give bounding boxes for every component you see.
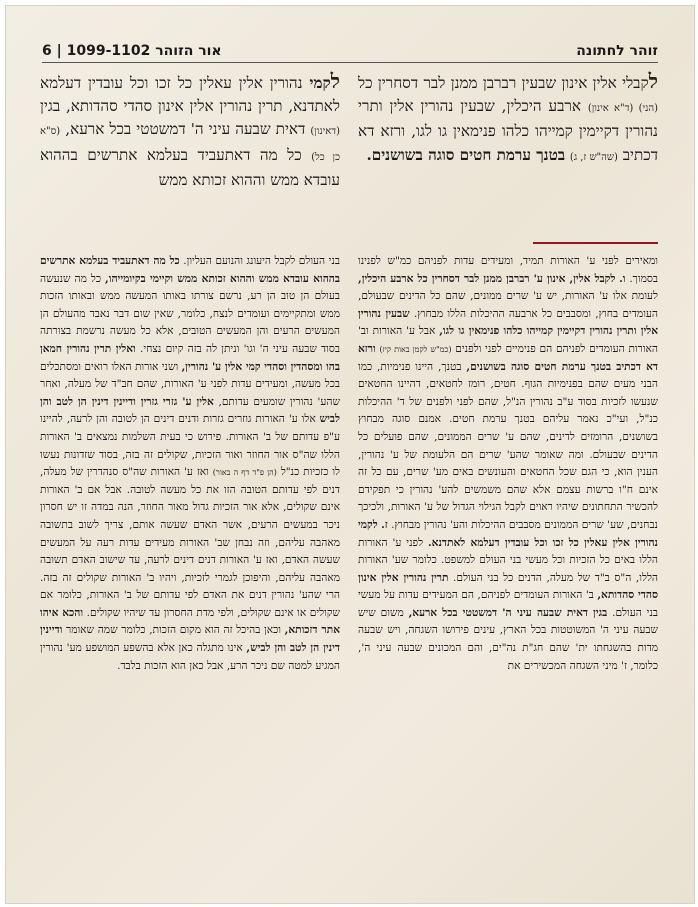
commentary-quote: אלין ע' גזרי גזרין ודיינין דינין הן לטב והן לביש: [40, 395, 340, 426]
commentary-text: אינו מתגלה כאן אלא בהשפע המושפע מע' נהורין המגיע למטה שם ניכר הרע, אבל כאן הוא הזכות בלבד.: [40, 642, 340, 672]
paragraph-number: ז.: [381, 518, 388, 531]
variant-note: (ס"א כן כל): [40, 126, 340, 163]
commentary-text: ומאירים לפני ע' האורות תמיד, ומעידים עדות לפניהם כמ"ש לפנינו בסמוך.: [358, 255, 658, 285]
commentary-text: ואז ע' האורות שה"ס סנהדרין של מעלה, דנים לפי עדותם הטובה הזו את כל מעשה לטובה. אבל אם ב' האורות אינם שקולים, אלא אור הזכיות גדול מאור החוזר, הנה במדה זו יש חסרון ניכר במעשים הרעים, אשר האדם שעשה אותם, צריך לשוב בתשובה מאהבה עליהם, וזה נבחן שב' האורות מעידים עדות רעה על המעשים שעשה האדם, ואז ע' האורות דנים דינים לרעה, עד שישוב האדם תשובה מאהבה עליהם, והיפוכן לגמרי לזכיות, ויהיו ב' האורות שקולים זה בזה. הרי שהע' נהורין דנים את האדם לפי עדותם של ב' האורות, כלומר אם שקולים או אינם שקולים, ולפי מדת החסרון עד שיהיו שקולים.: [40, 466, 340, 619]
zohar-text-2: ארבע היכלין, שבעין נהורין אלין ותרי נהורין דקיימין קמייהו כלהו פנימאין גו לגו, ורזא דא דכתיב: [358, 97, 658, 164]
zohar-text-1: נהורין אלין עאלין כל זכו וכל עובדין דעלמא לאתדנא, תרין נהורין אלין אינון סהדי סהדותא, בגין: [40, 74, 340, 116]
zohar-text-3: כל מה דאתעביד בעלמא אתרשים בההוא עובדא ממש וההוא זכותא ממש: [40, 145, 340, 189]
commentary-quote: ואלין תרין נהורין חמאן בהו ומסהדין וסהדי קמי אלין ע' נהורין,: [40, 342, 340, 373]
cross-reference: (כמ"ש לקמן באות קיז): [379, 344, 452, 354]
zohar-text-columns: [40, 70, 658, 220]
zohar-text-3: בטנך ערמת חטים סוגה בשושנים.: [366, 145, 566, 164]
commentary-text: לעומת אלו ע' האורות, יש ע' שרים ממונים, שהם כל הדינים שבעולם, העומדים בחוץ, ומסבבים כל ארבעה ההיכלות הללו מבחוץ.: [358, 290, 658, 320]
zohar-text-1: קבלי אלין אינון שבעין רברבן ממנן לבר דסחרין כל: [358, 74, 649, 92]
paragraph-number: ו.: [619, 272, 626, 285]
commentary-quote: בגין דאית שבעה עיני ה' דמשטטי בכל ארעא,: [408, 606, 608, 619]
header-book-title: זוהר לחתונה: [576, 43, 658, 59]
commentary-column-left: [40, 253, 340, 883]
commentary-quote: תרין נהורין אלין אינון סהדי סהדותא,: [358, 571, 658, 602]
verse-reference: (שה"ש ז, ג): [569, 151, 618, 163]
cross-reference: (הן פ"ד דף ה באור): [212, 468, 277, 478]
zohar-column-right: [358, 70, 658, 220]
zohar-column-left: [40, 70, 340, 220]
page-header: [42, 36, 658, 63]
commentary-quote: ורזא דא דכתיב בטנך ערמת חטים סוגה בשושנים,: [358, 342, 658, 373]
document-page: [5, 5, 695, 904]
commentary-quote: והכא איהו אתר דזכותא,: [40, 606, 340, 637]
commentary-text: אבל ע' האורות וב' האורות העומדים לפניהם הם פנימיים לפני ולפנים: [358, 325, 658, 355]
commentary-text: משום שיש שבעה עיני ה' המשוטטות בכל הארץ, עינים פירושו השגחה, ויש שבעה מדות בהשגחתו ית' שהם חג"ת נה"ים, והם המכונים שבעה עיני ה', כלומר, ז' מיני השגחה המכשירים את: [358, 606, 658, 672]
commentary-text: בני העולם לקבל היעונג והנועם העליון.: [183, 255, 340, 267]
commentary-quote: ודיינין דינין הן לטב והן לביש,: [40, 624, 340, 655]
commentary-text: ושני אורות האלו רואים ומסתכלים בכל מעשה, ומעידים עדות לפני ע' האורות, שהם חב"ד של מעלה, ואחר שהע' נהורין שומעים עדותם,: [40, 360, 340, 408]
zohar-text-2: דאית שבעה עיני ה' דמשטטי בכל ארעא,: [65, 120, 306, 139]
section-divider: [533, 242, 658, 244]
commentary-text: וכאן בהיכל זה הוא מקום הזכות, כלומר שמה שאומר: [65, 624, 281, 637]
commentary-text: אלו ע' האורות גוזרים גזרות ודנים דינים הן לטובה והן לרעה, להיינו ע"פ עדותם של ב' האורות. פירוש כי בעית השלמות נמצאים ב' האורות הללו שה"ס אור החוזר ואור הזכיות, שקולים זה בזה, בסוד שזדונות נעשו לו כזכיות כנ"ל: [40, 413, 340, 479]
lead-word: קמי: [309, 74, 331, 92]
commentary-text: ב' האורות העומדים לפניהם, הם המעידים עדות על מעשי בני העולם.: [358, 589, 658, 619]
commentary-columns: [40, 253, 658, 883]
variant-note: (הני) (ד"א אינון): [587, 103, 658, 115]
commentary-quote: לקמי נהורין אלין עאלין כל זכו וכל עובדין דעלמא לאתדנא.: [358, 518, 658, 549]
commentary-quote: שבעין נהורין אלין ותרין נהורין דקיימין קמייהו כלהו פנימאין גו לגו,: [358, 307, 658, 338]
commentary-quote: כל מה דאתעביד בעלמא אתרשים בההוא עובדא ממש וההוא זכותא ממש וקיימי בקיומייהו,: [40, 255, 340, 285]
drop-letter: ל: [330, 69, 341, 93]
variant-note: (דאינון): [310, 126, 340, 138]
commentary-column-right: [358, 253, 658, 883]
drop-letter: ל: [648, 69, 658, 93]
commentary-quote: לקבל אלין, אינון ע' רברבן ממנן לבר דסחרין כל ארבע היכלין,: [358, 272, 616, 285]
commentary-text: כל מה שנעשה בעולם הן טוב הן רע, נרשם צורתו באותו המעשה ממש ובאותו הזכות ממש ומתקיימים ועומדים לנצח, כלומר, שאין שום דבר נאבד מהעולם הן המעשים הרעים והן המעשים הטובים, אלא כל מעשה נרשמת בצורתה בסוד שבעה עיני ה' וגו' וניתן לה בזה קיום נצחי.: [40, 272, 340, 355]
header-section-page: אור הזוהר 1099-1102 | 6: [42, 43, 222, 59]
commentary-text: בטנך, היינו פנימיות, כמו הבני מעים שהם בפנימיות הגוף. חטים, רומז לחטאים, דהיינו החטאים שנעשו לזכיות בסוד ע"ב נהורין הנ"ל, שהם לפני ולפנים של ד' ההיכלות כנ"ל, ועי"כ נאמר עליהם בטנך ערמת חטים. אמנם סוגה מבחוץ בשושנים, הרומזים לדינים, שהם ע' שרים הממונים, שהם פועלים כל הדינים שבעולם. ומה שאומר שהע' שרים הם הלעומת של ע' נהורין, הענין הוא, כי הגם שכל החטאים והעונשים באים מע' שרים, עם כל זה אינם ח"ו ברשות עצמם אלא שהם משמשים להע' נהורין כי תפקידם להכשיר התחתונים שיהיו ראוים לקבל הגילוי הגדול של ע' האורות, ולכיכך נבחנים, שע' שרים הממונים מסבבים ההיכלות והע' נהורין מבחוץ.: [358, 360, 658, 531]
commentary-text: לפני ע' האורות הללו באים כל הזכיות וכל מעשי בני העולם למשפט. כלומר שע' האורות הללו, ה"ס ב"ד של מעלה, הדנים כל בני העולם.: [358, 536, 658, 584]
